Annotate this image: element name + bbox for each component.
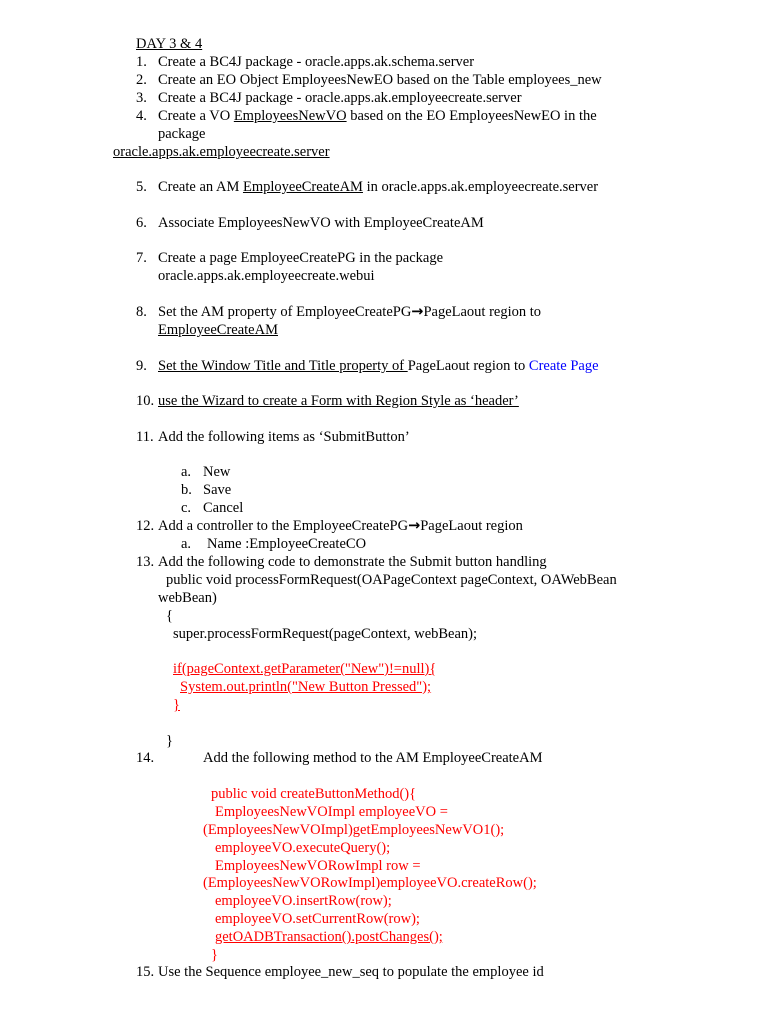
item-9-mid: PageLaout region to <box>407 358 529 374</box>
item-number: 9. <box>136 358 147 374</box>
item-8-line2: EmployeeCreateAM <box>158 322 278 338</box>
item-2-text: Create an EO Object EmployeesNewEO based on the Table employees_new <box>158 72 602 88</box>
sub-item-new: New <box>203 464 231 480</box>
item-7-line1: Create a page EmployeeCreatePG in the package <box>158 250 444 266</box>
create-page-link[interactable]: Create Page <box>528 358 599 374</box>
item-4-post: based on the EO EmployeesNewEO in the <box>346 108 597 124</box>
item-1-text: Create a BC4J package - oracle.apps.ak.schema.server <box>158 54 475 70</box>
red-code-line: } <box>211 947 218 963</box>
red-code-line: } <box>173 697 180 713</box>
item-number: 6. <box>136 215 147 231</box>
item-10-text: use the Wizard to create a Form with Region Style as ‘header’ <box>158 393 519 409</box>
red-code-line: (EmployeesNewVOImpl)getEmployeesNewVO1(); <box>203 822 505 838</box>
item-number: 12. <box>136 518 155 534</box>
code-line: } <box>166 733 173 749</box>
item-number: 10. <box>136 393 155 409</box>
item-11-text: Add the following items as ‘SubmitButton’ <box>158 429 410 445</box>
item-15-text: Use the Sequence employee_new_seq to populate the employee id <box>158 964 544 980</box>
item-5-pre: Create an AM <box>158 179 243 195</box>
item-number: 7. <box>136 250 147 266</box>
red-code-line: employeeVO.insertRow(row); <box>215 893 392 909</box>
red-code-line: if(pageContext.getParameter("New")!=null){ <box>173 661 437 677</box>
sub-item-letter: c. <box>181 500 192 516</box>
item-7-line2: oracle.apps.ak.employeecreate.webui <box>158 268 375 284</box>
sub-item-cancel: Cancel <box>203 500 244 516</box>
red-code-line: getOADBTransaction().postChanges(); <box>215 929 443 945</box>
red-code-line: (EmployeesNewVORowImpl)employeeVO.createRow(); <box>203 875 537 891</box>
arrow-right-icon: → <box>411 304 424 320</box>
item-4-package: oracle.apps.ak.employeecreate.server <box>113 144 330 160</box>
sub-item-letter: a. <box>181 464 192 480</box>
document-heading: DAY 3 & 4 <box>136 36 203 52</box>
item-9-text <box>158 357 599 375</box>
red-code-line: public void createButtonMethod(){ <box>211 786 417 802</box>
item-4-text <box>158 107 597 125</box>
arrow-right-icon: → <box>408 518 421 534</box>
item-number: 11. <box>136 429 154 445</box>
red-code-line: EmployeesNewVORowImpl row = <box>215 858 421 874</box>
sub-item-controller-name: Name :EmployeeCreateCO <box>207 536 367 552</box>
item-4-line2: package <box>158 126 206 142</box>
item-4-pre: Create a VO <box>158 108 234 124</box>
item-8-text <box>158 303 541 321</box>
code-line: webBean) <box>158 590 217 606</box>
item-number: 3. <box>136 90 147 106</box>
sub-item-letter: a. <box>181 536 192 552</box>
item-13-text: Add the following code to demonstrate the Submit button handling <box>158 554 547 570</box>
item-12-post: PageLaout region <box>420 518 523 534</box>
code-line: { <box>166 608 173 624</box>
item-number: 4. <box>136 108 147 124</box>
item-14-text: Add the following method to the AM EmployeeCreateAM <box>203 750 543 766</box>
item-number: 2. <box>136 72 147 88</box>
am-name: EmployeeCreateAM <box>242 179 363 195</box>
item-number: 8. <box>136 304 147 320</box>
item-9-underlined: Set the Window Title and Title property of <box>158 358 408 374</box>
red-code-line: employeeVO.executeQuery(); <box>215 840 391 856</box>
item-5-text <box>158 178 598 196</box>
item-number: 5. <box>136 179 147 195</box>
red-code-line: System.out.println("New Button Pressed"); <box>180 679 432 695</box>
item-number: 13. <box>136 554 155 570</box>
item-5-post: in oracle.apps.ak.employeecreate.server <box>362 179 599 195</box>
item-12-pre: Add a controller to the EmployeeCreatePG <box>158 518 409 534</box>
item-number: 15. <box>136 964 155 980</box>
item-number: 14. <box>136 750 155 766</box>
item-12-text <box>158 517 523 535</box>
sub-item-letter: b. <box>181 482 192 498</box>
item-8-post: PageLaout region to <box>423 304 542 320</box>
red-code-line: EmployeesNewVOImpl employeeVO = <box>215 804 448 820</box>
item-6-text: Associate EmployeesNewVO with EmployeeCreateAM <box>158 215 484 231</box>
item-8-pre: Set the AM property of EmployeeCreatePG <box>158 304 412 320</box>
sub-item-save: Save <box>203 482 232 498</box>
vo-name: EmployeesNewVO <box>233 108 347 124</box>
item-number: 1. <box>136 54 147 70</box>
code-line: super.processFormRequest(pageContext, webBean); <box>173 626 478 642</box>
item-3-text: Create a BC4J package - oracle.apps.ak.employeecreate.server <box>158 90 522 106</box>
code-line: public void processFormRequest(OAPageContext pageContext, OAWebBean <box>166 572 617 588</box>
red-code-line: employeeVO.setCurrentRow(row); <box>215 911 420 927</box>
